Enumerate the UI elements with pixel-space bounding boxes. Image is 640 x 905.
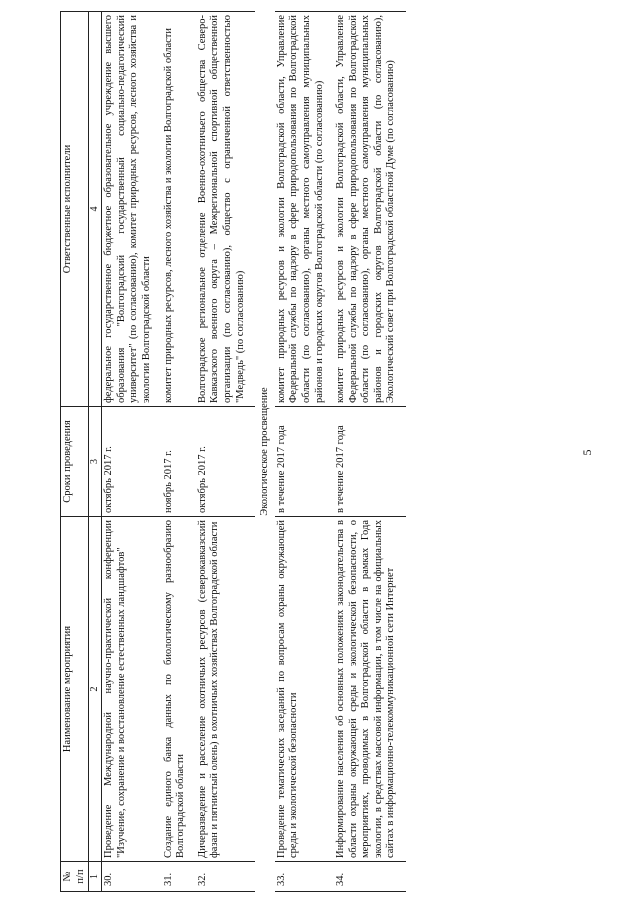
- row-executors: комитет природных ресурсов и экологии Волгоградской области, Управление Федеральной службы по надзору в сфере природопользования по Волгоградской области (по согласованию), органы местного самоуправления муниципальных районов и городских округов Волгоградской области (по согласованию), Экологический совет при Волгоградской областной Думе (по согласованию): [334, 12, 406, 407]
- table-row: [334, 12, 406, 892]
- column-number: 3: [89, 407, 102, 517]
- column-number-row: [89, 12, 102, 892]
- row-executors: комитет природных ресурсов, лесного хозяйства и экологии Волгоградской области: [162, 12, 196, 407]
- row-event-name: Создание единого банка данных по биологическому разнообразию Волгоградской области: [162, 517, 196, 862]
- section-title: Экологическое просвещение: [259, 387, 271, 516]
- header-num: № п/п: [61, 862, 89, 892]
- row-executors: комитет природных ресурсов и экологии Волгоградской области, Управление Федеральной службы по надзору в сфере природопользования по Волгоградской области (по согласованию), органы местного самоуправления муниципальных районов и городских округов Волгоградской области (по согласованию): [275, 12, 334, 407]
- header-date: Сроки проведения: [61, 407, 89, 517]
- table-header-row: [61, 12, 89, 892]
- row-event-name: Дичеразведение и расселение охотничьих ресурсов (северокавказский фазан и пятнистый олень) в охотничьих хозяйствах Волгоградской области: [196, 517, 255, 862]
- row-number: 30.: [102, 862, 162, 892]
- table-row: [275, 12, 334, 892]
- row-number: 34.: [334, 862, 406, 892]
- row-date: в течение 2017 года: [334, 407, 406, 517]
- row-executors: федеральное государственное бюджетное образовательное учреждение высшего образования "Волгоградский государственный социально-педагогический университет" (по согласованию), комитет природных ресурсов, лесного хозяйства и экологии Волгоградской области: [102, 12, 162, 407]
- row-number: 31.: [162, 862, 196, 892]
- column-number: 1: [89, 862, 102, 892]
- row-executors: Волгоградское региональное отделение Военно-охотничьего общества Северо-Кавказского военного округа – Межрегиональной спортивной общественной организации (по согласованию), общество с ограниченной ответственностью "Медведь" (по согласованию): [196, 12, 255, 407]
- section-row: [255, 12, 275, 892]
- row-number: 32.: [196, 862, 255, 892]
- table-row: [162, 12, 196, 892]
- row-event-name: Проведение Международной научно-практической конференции "Изучение, сохранение и восстановление естественных ландшафтов": [102, 517, 162, 862]
- page-number: 5: [580, 449, 594, 456]
- table-row: [196, 12, 255, 892]
- row-date: в течение 2017 года: [275, 407, 334, 517]
- header-name: Наименование мероприятия: [61, 517, 89, 862]
- row-number: 33.: [275, 862, 334, 892]
- row-date: октябрь 2017 г.: [102, 407, 162, 517]
- row-date: октябрь 2017 г.: [196, 407, 255, 517]
- events-table: [60, 11, 406, 892]
- header-exec: Ответственные исполнители: [61, 12, 89, 407]
- row-event-name: Проведение тематических заседаний по вопросам охраны окружающей среды и экологической безопасности: [275, 517, 334, 862]
- column-number: 2: [89, 517, 102, 862]
- row-date: ноябрь 2017 г.: [162, 407, 196, 517]
- row-event-name: Информирование населения об основных положениях законодательства в области охраны окружающей среды и экологической безопасности, о мероприятиях, проводимых в Волгоградской области в рамках Года экологии, в средствах массовой информации, в том числе на официальных сайтах в информационно-телекоммуникационной сети Интернет: [334, 517, 406, 862]
- table-row: [102, 12, 162, 892]
- column-number: 4: [89, 12, 102, 407]
